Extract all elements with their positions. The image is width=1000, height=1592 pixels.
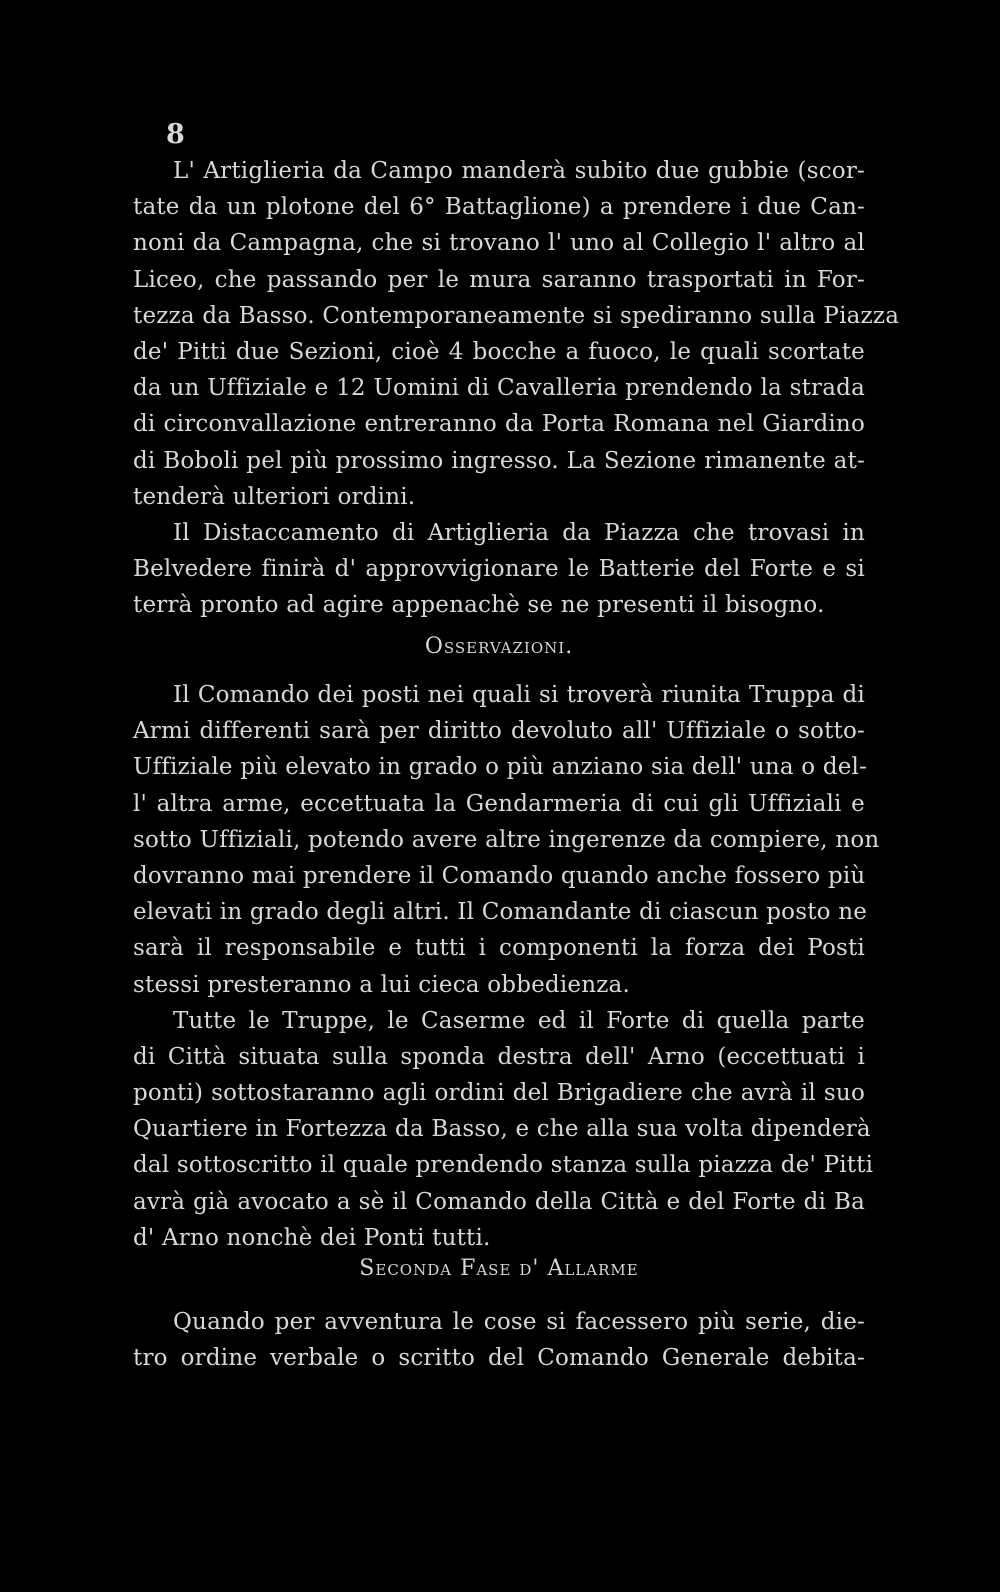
text-line: Quando per avventura le cose si facessero più serie, die- [173,1309,865,1335]
text-line: tate da un plotone del 6° Battaglione) a prendere i due Can- [133,194,865,221]
paragraph-seconda-fase [133,1304,865,1376]
page-number: 8 [166,119,185,150]
text-line: dal sottoscritto il quale prendendo stanza sulla piazza de' Pitti [133,1152,874,1179]
text-line: sotto Uffiziali, potendo avere altre ingerenze da compiere, non [133,826,880,853]
paragraph-osservazioni [133,677,880,1256]
text-line: Belvedere finirà d' approvvigionare le Batterie del Forte e si [133,556,865,583]
text-line: dovranno mai prendere il Comando quando anche fossero più [133,862,866,889]
text-line: tezza da Basso. Contemporaneamente si spediranno sulla Piazza [133,302,900,329]
text-line: Tutte le Truppe, le Caserme ed il Forte di quella parte [173,1007,865,1034]
text-line: Uffiziale più elevato in grado o più anziano sia dell' una o del- [133,754,868,781]
text-line: tro ordine verbale o scritto del Comando Generale debita- [133,1345,865,1372]
paragraph-artiglieria [133,153,900,623]
text-line: di Boboli pel più prossimo ingresso. La Sezione rimanente at- [133,447,865,474]
text-line: di Città situata sulla sponda destra dell' Arno (eccettuati i [133,1043,865,1070]
section-heading-seconda-fase: Seconda Fase d' Allarme [359,1256,639,1281]
text-line: terrà pronto ad agire appenachè se ne presenti il bisogno. [133,592,825,619]
section-heading-osservazioni: Osservazioni. [424,634,574,659]
text-line: di circonvallazione entreranno da Porta Romana nel Giardino [133,411,865,438]
text-line: da un Uffiziale e 12 Uomini di Cavalleria prendendo la strada [133,375,865,402]
text-line: l' altra arme, eccettuata la Gendarmeria di cui gli Uffiziali e [133,790,865,817]
text-line: elevati in grado degli altri. Il Comandante di ciascun posto ne [133,899,868,926]
text-line: Il Distaccamento di Artiglieria da Piazza che trovasi in [173,519,865,546]
text-line: Armi differenti sarà per diritto devoluto all' Uffiziale o sotto- [133,718,865,745]
text-line: noni da Campagna, che si trovano l' uno al Collegio l' altro al [133,230,865,257]
text-line: Il Comando dei posti nei quali si troverà riunita Truppa di [173,682,865,708]
text-line: Liceo, che passando per le mura saranno trasportati in For- [133,266,865,293]
text-line: tenderà ulteriori ordini. [133,483,416,510]
text-line: Quartiere in Fortezza da Basso, e che alla sua volta dipenderà [133,1116,871,1143]
text-line: de' Pitti due Sezioni, cioè 4 bocche a fuoco, le quali scortate [133,338,865,365]
text-line: d' Arno nonchè dei Ponti tutti. [133,1224,491,1251]
text-line: sarà il responsabile e tutti i componenti la forza dei Posti [133,935,865,962]
text-line: stessi presteranno a lui cieca obbedienza. [133,971,630,998]
text-line: avrà già avocato a sè il Comando della Città e del Forte di Ba [133,1188,865,1215]
text-line: ponti) sottostaranno agli ordini del Brigadiere che avrà il suo [133,1080,865,1107]
text-line: L' Artiglieria da Campo manderà subito due gubbie (scor- [173,158,865,184]
